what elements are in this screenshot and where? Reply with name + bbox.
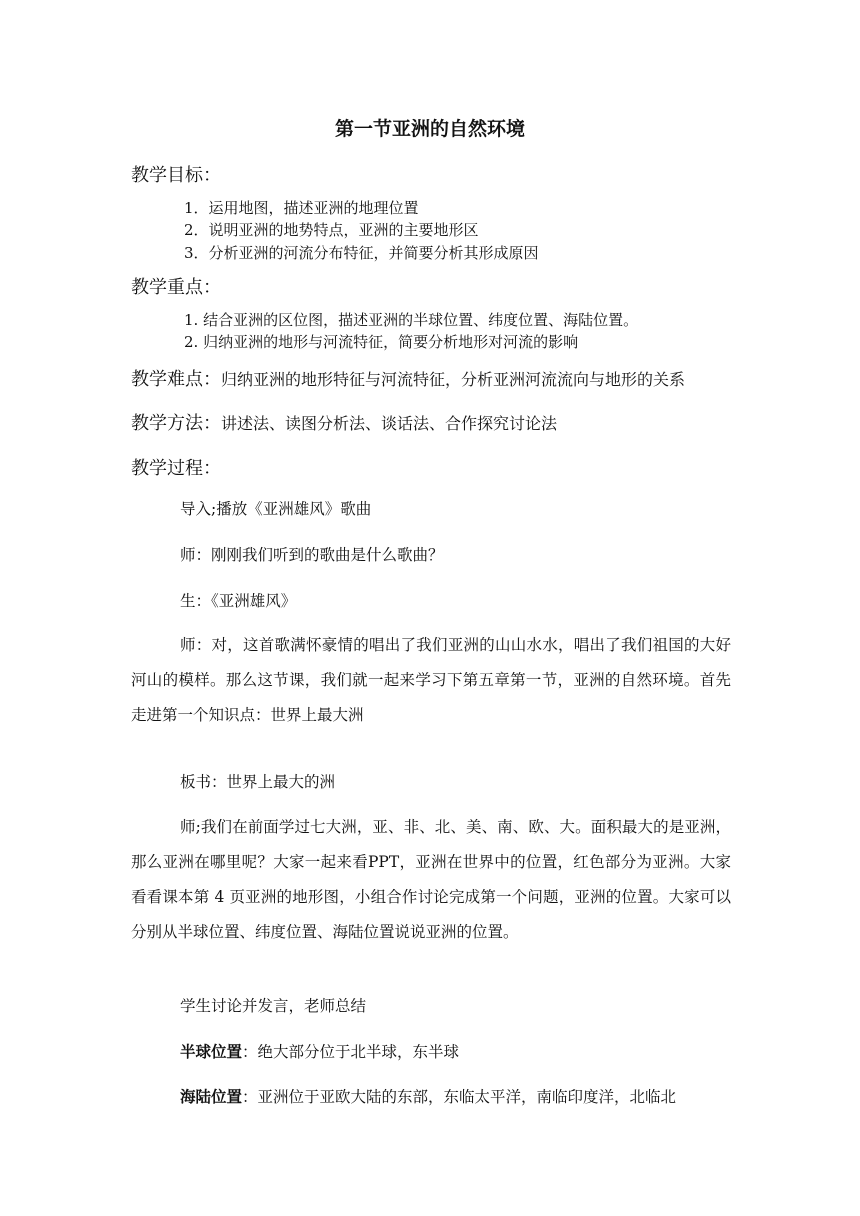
process-paragraph-discussion: 学生讨论并发言，老师总结: [180, 997, 367, 1015]
hemisphere-label: 半球位置: [180, 1042, 243, 1061]
hemisphere-text: ：绝大部分位于北半球，东半球: [242, 1043, 460, 1061]
sea-land-label: 海陆位置: [180, 1087, 243, 1106]
difficulty-line: [131, 365, 685, 391]
sea-land-text: ：亚洲位于亚欧大陆的东部，东临太平洋，南临印度洋，北临北: [242, 1088, 677, 1106]
methods-line: [131, 409, 557, 435]
methods-text: 讲述法、读图分析法、谈话法、合作探究讨论法: [221, 414, 558, 433]
process-paragraph-intro: 导入;播放《亚洲雄风》歌曲: [180, 500, 372, 518]
process-paragraph-teacher-question: 师：刚刚我们听到的歌曲是什么歌曲？: [180, 546, 444, 564]
process-paragraph-student-answer: 生：《亚洲雄风》: [180, 592, 297, 610]
difficulty-heading: 教学难点：: [131, 369, 221, 390]
key-points-heading: 教学重点：: [131, 277, 221, 298]
document-title: 第一节亚洲的自然环境: [334, 118, 525, 140]
sea-land-line: [131, 1079, 731, 1115]
objective-item-1: 1．运用地图，描述亚洲的地理位置: [184, 199, 419, 217]
process-heading: 教学过程：: [131, 458, 221, 479]
process-paragraph-board: 板书：世界上最大的洲: [180, 773, 336, 791]
key-point-item-2: 2. 归纳亚洲的地形与河流特征，简要分析地形对河流的影响: [184, 333, 579, 351]
process-paragraph-location: 师;我们在前面学过七大洲，亚、非、北、美、南、欧、大。面积最大的是亚洲，那么亚洲在哪里呢？大家一起来看PPT，亚洲在世界中的位置，红色部分为亚洲。大家看看课本第 4 页亚洲的地形图，小组合作讨论完成第一个问题，亚洲的位置。大家可以分别从半球位置、纬度位置、海陆位置说说亚洲的位置。: [131, 818, 731, 941]
difficulty-text: 归纳亚洲的地形特征与河流特征，分析亚洲河流流向与地形的关系: [221, 370, 686, 389]
hemisphere-line: [131, 1034, 731, 1070]
process-paragraph-teacher-intro: 师：对，这首歌满怀豪情的唱出了我们亚洲的山山水水，唱出了我们祖国的大好河山的模样。那么这节课，我们就一起来学习下第五章第一节，亚洲的自然环境。首先走进第一个知识点：世界上最大洲: [131, 636, 731, 724]
key-point-item-1: 1. 结合亚洲的区位图，描述亚洲的半球位置、纬度位置、海陆位置。: [184, 311, 639, 329]
objective-item-2: 2．说明亚洲的地势特点，亚洲的主要地形区: [184, 221, 479, 239]
objective-item-3: 3．分析亚洲的河流分布特征，并简要分析其形成原因: [184, 244, 539, 262]
methods-heading: 教学方法：: [131, 413, 221, 434]
objectives-heading: 教学目标：: [131, 165, 221, 186]
